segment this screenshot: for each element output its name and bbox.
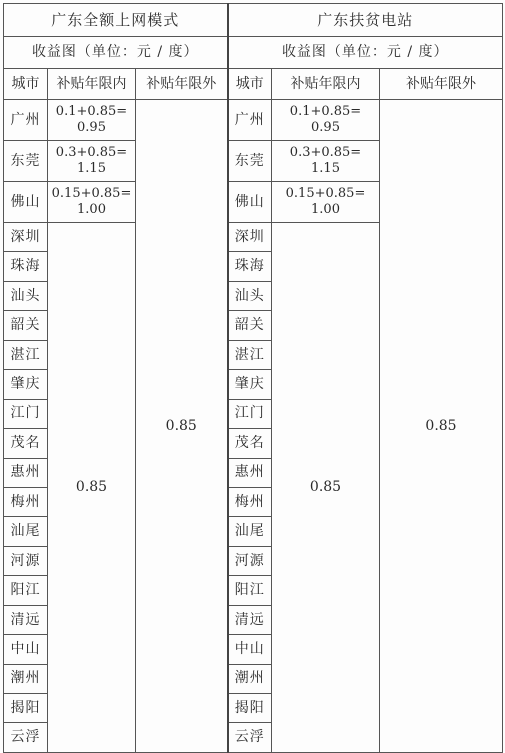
within-value-cell-right: [272, 223, 380, 753]
city-cell-text: 韶关: [10, 317, 41, 334]
beyond-value-cell-left-text: 0.85: [165, 417, 197, 434]
within-value-cell-text: 0.3+0.85= 1.15: [55, 144, 128, 176]
city-cell: [228, 546, 272, 575]
city-cell-text: 中山: [234, 640, 265, 657]
within-value-cell-text: 0.3+0.85= 1.15: [289, 144, 362, 176]
header-within-right: 补贴年限内: [272, 69, 380, 100]
city-cell-text: 肇庆: [10, 376, 41, 392]
city-cell: [228, 182, 272, 223]
city-cell: [228, 723, 272, 752]
city-cell-text: 佛山: [234, 193, 265, 210]
city-cell: [4, 429, 48, 458]
city-cell-text: 珠海: [10, 258, 41, 275]
city-cell-text: 广州: [10, 111, 41, 128]
city-cell: [4, 576, 48, 605]
within-value-cell: [272, 141, 380, 182]
within-value-cell-text: 0.1+0.85= 0.95: [289, 103, 362, 135]
city-cell-text: 惠州: [234, 464, 265, 481]
city-cell: [228, 340, 272, 369]
header-beyond-right: 补贴年限外: [380, 69, 503, 100]
header-beyond-left: 补贴年限外: [136, 69, 228, 100]
city-cell: [228, 635, 272, 664]
within-value-cell-right-text: 0.85: [309, 479, 342, 496]
within-value-cell: [272, 182, 380, 223]
city-cell: [228, 370, 272, 399]
city-cell: [228, 487, 272, 516]
city-cell: [4, 281, 48, 310]
within-value-cell: [272, 100, 380, 141]
section-subtitle-left: 收益图（单位：元 / 度）: [4, 37, 228, 69]
city-cell-text: 揭阳: [234, 699, 265, 716]
city-cell: [4, 694, 48, 723]
city-cell-text: 惠州: [10, 464, 41, 481]
city-cell: [228, 399, 272, 428]
city-cell: [228, 605, 272, 634]
section-subtitle-right: 收益图（单位：元 / 度）: [228, 37, 503, 69]
city-cell: [228, 223, 272, 252]
city-cell-text: 汕头: [234, 287, 265, 304]
subsidy-table: [3, 3, 503, 753]
within-value-cell-text: 0.15+0.85= 1.00: [51, 185, 132, 217]
header-within-left: 补贴年限内: [48, 69, 136, 100]
city-cell: [4, 399, 48, 428]
city-cell-text: 湛江: [234, 346, 265, 363]
table-row: [4, 100, 503, 141]
city-cell: [4, 252, 48, 281]
city-cell-text: 珠海: [234, 258, 265, 275]
within-value-cell: [48, 100, 136, 141]
within-value-cell-left: [48, 223, 136, 753]
within-value-cell-left-text: 0.85: [75, 479, 108, 496]
city-cell: [4, 546, 48, 575]
city-cell-text: 汕尾: [234, 523, 265, 540]
city-cell: [4, 182, 48, 223]
city-cell: [4, 223, 48, 252]
city-cell: [4, 311, 48, 340]
city-cell-text: 河源: [234, 552, 265, 569]
city-cell-text: 广州: [234, 111, 265, 128]
within-value-cell: [48, 182, 136, 223]
city-cell-text: 韶关: [234, 317, 265, 334]
city-cell-text: 阳江: [10, 582, 41, 599]
city-cell: [4, 487, 48, 516]
city-cell-text: 深圳: [10, 228, 41, 245]
city-cell-text: 清远: [10, 611, 41, 628]
city-cell: [4, 517, 48, 546]
city-cell-text: 云浮: [10, 729, 41, 746]
city-cell-text: 深圳: [234, 228, 265, 245]
city-cell-text: 河源: [10, 552, 41, 569]
city-cell-text: 云浮: [234, 729, 265, 746]
section-title-left: 广东全额上网模式: [4, 4, 228, 37]
city-cell: [228, 458, 272, 487]
beyond-value-cell-right-text: 0.85: [425, 417, 457, 434]
header-city-right: 城市: [228, 69, 272, 100]
city-cell: [228, 311, 272, 340]
city-cell: [228, 517, 272, 546]
city-cell-text: 清远: [234, 611, 265, 628]
city-cell-text: 中山: [10, 640, 41, 657]
city-cell-text: 潮州: [234, 670, 265, 687]
city-cell-text: 茂名: [10, 434, 41, 451]
city-cell: [228, 141, 272, 182]
city-cell-text: 东莞: [234, 152, 265, 169]
city-cell-text: 佛山: [10, 193, 41, 210]
city-cell: [4, 100, 48, 141]
city-cell: [4, 605, 48, 634]
beyond-value-cell-right: [380, 100, 503, 753]
city-cell-text: 肇庆: [234, 376, 265, 392]
city-cell-text: 汕头: [10, 287, 41, 304]
section-title-right: 广东扶贫电站: [228, 4, 503, 37]
city-cell-text: 梅州: [234, 493, 265, 510]
city-cell: [228, 429, 272, 458]
city-cell: [228, 252, 272, 281]
city-cell-text: 梅州: [10, 493, 41, 510]
within-value-cell: [48, 141, 136, 182]
city-cell-text: 湛江: [10, 346, 41, 363]
within-value-cell-text: 0.15+0.85= 1.00: [285, 185, 366, 217]
city-cell: [4, 723, 48, 752]
city-cell: [4, 635, 48, 664]
city-cell: [228, 694, 272, 723]
city-cell-text: 东莞: [10, 152, 41, 169]
city-cell-text: 江门: [10, 405, 41, 422]
city-cell: [4, 458, 48, 487]
header-city-left: 城市: [4, 69, 48, 100]
city-cell: [228, 281, 272, 310]
city-cell: [228, 100, 272, 141]
city-cell-text: 潮州: [10, 670, 41, 687]
city-cell: [4, 664, 48, 693]
city-cell: [228, 664, 272, 693]
city-cell-text: 阳江: [234, 582, 265, 599]
city-cell: [4, 370, 48, 399]
within-value-cell-text: 0.1+0.85= 0.95: [55, 103, 128, 135]
city-cell-text: 茂名: [234, 434, 265, 451]
city-cell: [228, 576, 272, 605]
city-cell-text: 江门: [234, 405, 265, 422]
city-cell: [4, 340, 48, 369]
city-cell: [4, 141, 48, 182]
city-cell-text: 揭阳: [10, 699, 41, 716]
city-cell-text: 汕尾: [10, 523, 41, 540]
beyond-value-cell-left: [136, 100, 228, 753]
